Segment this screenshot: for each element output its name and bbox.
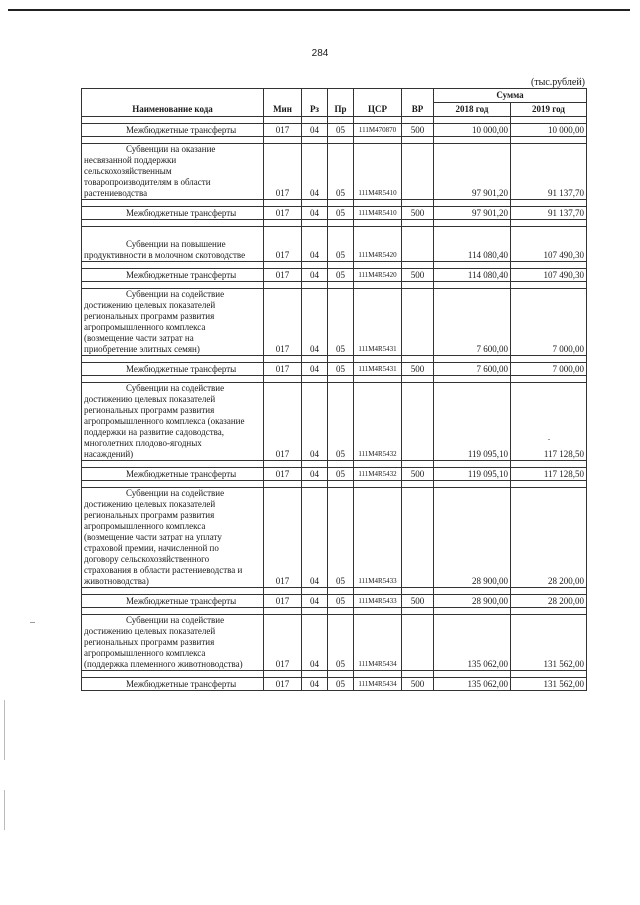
header-pr: Пр	[328, 89, 354, 117]
spacer-row	[82, 137, 587, 144]
transfer-row	[82, 124, 587, 137]
spacer-row	[82, 481, 587, 488]
row-min: 017	[264, 595, 302, 608]
row-min: 017	[264, 144, 302, 200]
row-pr: 05	[328, 488, 354, 588]
spacer-row	[82, 200, 587, 207]
row-2018: 7 600,00	[434, 363, 511, 376]
row-name: Межбюджетные трансферты	[82, 124, 264, 137]
row-csr: 111М4R5420	[354, 227, 402, 262]
row-2019: 131 562,00	[511, 615, 587, 671]
row-2018: 10 000,00	[434, 124, 511, 137]
row-name: Субвенции на содействие достижению целевых показателей региональных программ развития агропромышленного комплекса (возмещение части затрат на уплату страховой премии, начисленной по договору сельскохозяйственного страхования в области растениеводства и животноводства)	[82, 488, 264, 588]
row-rz: 04	[302, 207, 328, 220]
row-vr	[402, 289, 434, 356]
subsidy-row	[82, 144, 587, 200]
row-min: 017	[264, 615, 302, 671]
row-2019: 107 490,30	[511, 227, 587, 262]
subsidy-row	[82, 383, 587, 461]
row-2018: 7 600,00	[434, 289, 511, 356]
row-rz: 04	[302, 124, 328, 137]
row-csr: 111М470870	[354, 124, 402, 137]
row-min: 017	[264, 124, 302, 137]
spacer-row	[82, 356, 587, 363]
budget-table	[81, 88, 587, 691]
row-csr: 111М4R5410	[354, 144, 402, 200]
row-vr: 500	[402, 207, 434, 220]
row-2019: 7 000,00	[511, 289, 587, 356]
row-rz: 04	[302, 227, 328, 262]
row-min: 017	[264, 207, 302, 220]
row-2019: 91 137,70	[511, 207, 587, 220]
subsidy-row	[82, 488, 587, 588]
row-2018: 28 900,00	[434, 595, 511, 608]
table-body	[82, 117, 587, 691]
row-vr	[402, 227, 434, 262]
stray-mark	[548, 439, 550, 440]
row-2018: 119 095,10	[434, 468, 511, 481]
row-rz: 04	[302, 488, 328, 588]
row-vr	[402, 615, 434, 671]
row-rz: 04	[302, 678, 328, 691]
subsidy-row	[82, 289, 587, 356]
row-rz: 04	[302, 615, 328, 671]
row-pr: 05	[328, 124, 354, 137]
row-vr: 500	[402, 595, 434, 608]
row-name: Субвенции на содействие достижению целевых показателей региональных программ развития агропромышленного комплекса (возмещение части затрат на приобретение элитных семян)	[82, 289, 264, 356]
row-name: Межбюджетные трансферты	[82, 207, 264, 220]
spacer-row	[82, 282, 587, 289]
row-pr: 05	[328, 227, 354, 262]
row-2018: 114 080,40	[434, 227, 511, 262]
row-2018: 135 062,00	[434, 615, 511, 671]
row-csr: 111М4R5431	[354, 289, 402, 356]
row-vr	[402, 383, 434, 461]
spacer-row	[82, 671, 587, 678]
row-2019: 117 128,50	[511, 468, 587, 481]
header-vr: ВР	[402, 89, 434, 117]
row-vr: 500	[402, 468, 434, 481]
row-name: Межбюджетные трансферты	[82, 678, 264, 691]
row-pr: 05	[328, 207, 354, 220]
row-pr: 05	[328, 383, 354, 461]
header-name: Наименование кода	[82, 89, 264, 117]
row-2019: 10 000,00	[511, 124, 587, 137]
row-vr: 500	[402, 363, 434, 376]
subsidy-row	[82, 615, 587, 671]
row-rz: 04	[302, 595, 328, 608]
transfer-row	[82, 207, 587, 220]
row-pr: 05	[328, 144, 354, 200]
row-name: Межбюджетные трансферты	[82, 269, 264, 282]
spacer-row	[82, 376, 587, 383]
row-csr: 111М4R5432	[354, 468, 402, 481]
units-label: (тыс.рублей)	[530, 77, 585, 88]
row-2018: 97 901,20	[434, 207, 511, 220]
transfer-row	[82, 269, 587, 282]
row-2019: 107 490,30	[511, 269, 587, 282]
row-csr: 111М4R5433	[354, 488, 402, 588]
transfer-row	[82, 363, 587, 376]
stray-mark	[30, 622, 35, 623]
row-csr: 111М4R5431	[354, 363, 402, 376]
row-csr: 111М4R5434	[354, 615, 402, 671]
row-csr: 111М4R5420	[354, 269, 402, 282]
row-rz: 04	[302, 289, 328, 356]
row-2018: 119 095,10	[434, 383, 511, 461]
row-2018: 28 900,00	[434, 488, 511, 588]
transfer-row	[82, 595, 587, 608]
spacer-row	[82, 588, 587, 595]
row-min: 017	[264, 383, 302, 461]
row-name: Межбюджетные трансферты	[82, 363, 264, 376]
row-name: Субвенции на оказание несвязанной поддержки сельскохозяйственным товаропроизводителям в области растениеводства	[82, 144, 264, 200]
header-csr: ЦСР	[354, 89, 402, 117]
top-rule	[8, 9, 630, 11]
row-2019: 117 128,50	[511, 383, 587, 461]
spacer-row	[82, 262, 587, 269]
row-min: 017	[264, 227, 302, 262]
row-pr: 05	[328, 678, 354, 691]
row-pr: 05	[328, 468, 354, 481]
row-csr: 111М4R5410	[354, 207, 402, 220]
row-name: Межбюджетные трансферты	[82, 595, 264, 608]
row-pr: 05	[328, 615, 354, 671]
row-name: Субвенции на повышение продуктивности в молочном скотоводстве	[82, 227, 264, 262]
header-2019: 2019 год	[511, 103, 587, 117]
row-name: Субвенции на содействие достижению целевых показателей региональных программ развития агропромышленного комплекса (оказание поддержки на развитие садоводства, многолетних плодово-ягодных насаждений)	[82, 383, 264, 461]
row-csr: 111М4R5433	[354, 595, 402, 608]
header-2018: 2018 год	[434, 103, 511, 117]
row-csr: 111М4R5432	[354, 383, 402, 461]
header-sum: Сумма	[434, 89, 587, 103]
row-rz: 04	[302, 269, 328, 282]
header-rz: Рз	[302, 89, 328, 117]
row-pr: 05	[328, 289, 354, 356]
row-min: 017	[264, 678, 302, 691]
row-2018: 97 901,20	[434, 144, 511, 200]
transfer-row	[82, 678, 587, 691]
row-min: 017	[264, 289, 302, 356]
scan-edge-mark	[4, 700, 5, 760]
spacer-row	[82, 461, 587, 468]
row-2019: 28 200,00	[511, 488, 587, 588]
header-row-1	[82, 89, 587, 103]
row-name: Межбюджетные трансферты	[82, 468, 264, 481]
page-number: 284	[311, 48, 329, 59]
row-2018: 114 080,40	[434, 269, 511, 282]
transfer-row	[82, 468, 587, 481]
row-min: 017	[264, 269, 302, 282]
row-2019: 131 562,00	[511, 678, 587, 691]
row-name: Субвенции на содействие достижению целевых показателей региональных программ развития агропромышленного комплекса (поддержка племенного животноводства)	[82, 615, 264, 671]
row-min: 017	[264, 468, 302, 481]
row-csr: 111М4R5434	[354, 678, 402, 691]
subsidy-row	[82, 227, 587, 262]
row-vr	[402, 144, 434, 200]
row-2019: 28 200,00	[511, 595, 587, 608]
row-rz: 04	[302, 144, 328, 200]
row-rz: 04	[302, 468, 328, 481]
row-pr: 05	[328, 363, 354, 376]
row-2019: 7 000,00	[511, 363, 587, 376]
row-rz: 04	[302, 363, 328, 376]
row-2019: 91 137,70	[511, 144, 587, 200]
row-vr: 500	[402, 269, 434, 282]
row-vr: 500	[402, 678, 434, 691]
row-rz: 04	[302, 383, 328, 461]
row-min: 017	[264, 488, 302, 588]
row-2018: 135 062,00	[434, 678, 511, 691]
row-vr	[402, 488, 434, 588]
spacer-row	[82, 608, 587, 615]
scan-edge-mark	[4, 790, 5, 830]
spacer-row	[82, 220, 587, 227]
row-vr: 500	[402, 124, 434, 137]
row-pr: 05	[328, 269, 354, 282]
row-min: 017	[264, 363, 302, 376]
header-min: Мин	[264, 89, 302, 117]
spacer-row	[82, 117, 587, 124]
row-pr: 05	[328, 595, 354, 608]
